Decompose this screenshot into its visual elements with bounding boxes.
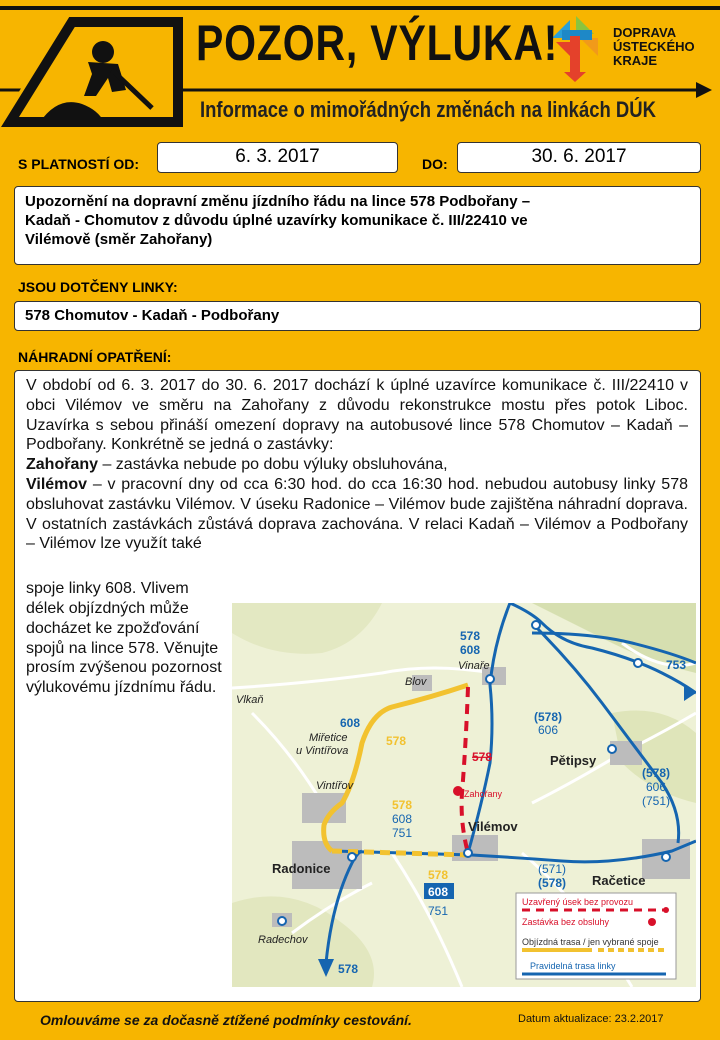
measures-text bbox=[26, 376, 688, 554]
line-606-petipsy: 606 bbox=[538, 723, 559, 737]
line-578-south: 578 bbox=[428, 868, 449, 882]
place-blov: Blov bbox=[405, 676, 427, 688]
zahorany-stop-marker bbox=[453, 786, 463, 796]
zahorany-stop-text: – zastávka nebude po dobu výluky obsluhována, bbox=[98, 456, 448, 474]
valid-from-label: S PLATNOSTÍ OD: bbox=[18, 156, 140, 172]
line-606-right: 606 bbox=[646, 780, 667, 794]
line-578-petipsy: (578) bbox=[534, 710, 563, 724]
brand-line-1: DOPRAVA bbox=[613, 25, 677, 40]
line-578-closed: 578 bbox=[472, 750, 493, 764]
place-zahorany: Zahořany bbox=[464, 789, 503, 799]
line-578-east: (578) bbox=[538, 876, 567, 890]
notice-line-2: Kadaň - Chomutov z důvodu úplné uzavírky komunikace č. III/22410 ve bbox=[25, 212, 528, 229]
legend-detour: Objízdná trasa / jen vybrané spoje bbox=[522, 937, 659, 947]
legend-regular: Pravidelná trasa linky bbox=[530, 961, 616, 971]
measures-paragraph: V období od 6. 3. 2017 do 30. 6. 2017 dochází k úplné uzavírce komunikace č. III/22410 v obci Vilémov ve směru na Zahořany z důvodu rekonstrukce mostu přes potok Liboc. Uzavírka s sebou přináší omezení dopravy na autobusové lince 578 Chomutov – Kadaň – Podbořany. Konkrétně se jedná o zastávky: bbox=[26, 377, 688, 454]
page-subtitle: Informace o mimořádných změnách na linkách DÚK bbox=[200, 97, 656, 122]
line-753: 753 bbox=[666, 658, 687, 672]
map-legend bbox=[516, 893, 676, 979]
line-608-south: 608 bbox=[428, 885, 449, 899]
vilemov-stop-name: Vilémov bbox=[26, 475, 88, 493]
footer-apology: Omlouváme se za dočasně ztížené podmínky cestování. bbox=[40, 1012, 412, 1028]
notice-line-1: Upozornění na dopravní změnu jízdního řádu na lince 578 Podbořany – bbox=[25, 193, 531, 210]
place-vilemov: Vilémov bbox=[468, 819, 518, 834]
place-miretice-1: Miřetice bbox=[309, 732, 348, 744]
place-racetice: Račetice bbox=[592, 873, 646, 888]
route-map bbox=[232, 603, 696, 987]
notice-line-3: Vilémově (směr Zahořany) bbox=[25, 231, 213, 248]
duk-logo-icon bbox=[552, 16, 598, 82]
line-578-mid: 578 bbox=[392, 798, 413, 812]
valid-to-label: DO: bbox=[422, 156, 448, 172]
roadworker-icon bbox=[0, 10, 182, 122]
affected-lines-field: 578 Chomutov - Kadaň - Podbořany bbox=[14, 301, 701, 331]
valid-from-field: 6. 3. 2017 bbox=[157, 142, 398, 173]
page-title: POZOR, VÝLUKA! bbox=[196, 15, 559, 71]
line-578-right: (578) bbox=[642, 766, 671, 780]
place-radechov: Radechov bbox=[258, 934, 308, 946]
brand-line-2: ÚSTECKÉHO bbox=[613, 39, 695, 54]
line-578-top: 578 bbox=[460, 629, 481, 643]
legend-no-service: Zastávka bez obsluhy bbox=[522, 917, 610, 927]
line-608-top: 608 bbox=[460, 643, 481, 657]
place-miretice-2: u Vintířova bbox=[296, 745, 349, 757]
legend-closed: Uzavřený úsek bez provozu bbox=[522, 897, 634, 907]
place-petipsy: Pětipsy bbox=[550, 753, 597, 768]
vilemov-stop-text: – v pracovní dny od cca 6:30 hod. do cca 16:30 hod. nebudou autobusy linky 578 obsluhovat zastávku Vilémov. V úseku Radonice – Vilémov bude zajištěna náhradní doprava. V ostatních zastávkách zůstává doprava zachována. V relaci Kadaň – Vilémov a Podbořany – Vilémov lze využít také bbox=[26, 475, 688, 553]
line-571-east: (571) bbox=[538, 862, 567, 876]
line-751-south: 751 bbox=[428, 904, 449, 918]
notice-box bbox=[14, 186, 701, 265]
zahorany-stop-name: Zahořany bbox=[26, 456, 99, 474]
footer-updated: Datum aktualizace: 23.2.2017 bbox=[518, 1013, 664, 1025]
place-vintirov: Vintířov bbox=[316, 780, 354, 792]
place-vinare: Vinaře bbox=[458, 660, 490, 672]
line-578-detour: 578 bbox=[386, 734, 407, 748]
line-608-mid: 608 bbox=[392, 812, 413, 826]
valid-to-field: 30. 6. 2017 bbox=[457, 142, 701, 173]
place-vlkan: Vlkaň bbox=[236, 694, 264, 706]
measures-side-text: délek objízdných může docházet ke zpožďování spojů na lince 578. Věnujte prosím zvýšenou pozornost výlukovému jízdnímu řádu. bbox=[26, 600, 222, 697]
brand-line-3: KRAJE bbox=[613, 53, 658, 68]
measures-last-line: spoje linky 608. Vlivem bbox=[26, 580, 189, 597]
brand-name bbox=[613, 26, 695, 68]
line-751-mid: 751 bbox=[392, 826, 413, 840]
line-751-right: (751) bbox=[642, 794, 671, 808]
line-608-west: 608 bbox=[340, 716, 361, 730]
place-radonice: Radonice bbox=[272, 861, 331, 876]
line-578-bottom: 578 bbox=[338, 962, 359, 976]
affected-lines-label: JSOU DOTČENY LINKY: bbox=[18, 279, 178, 295]
measures-label: NÁHRADNÍ OPATŘENÍ: bbox=[18, 349, 172, 365]
